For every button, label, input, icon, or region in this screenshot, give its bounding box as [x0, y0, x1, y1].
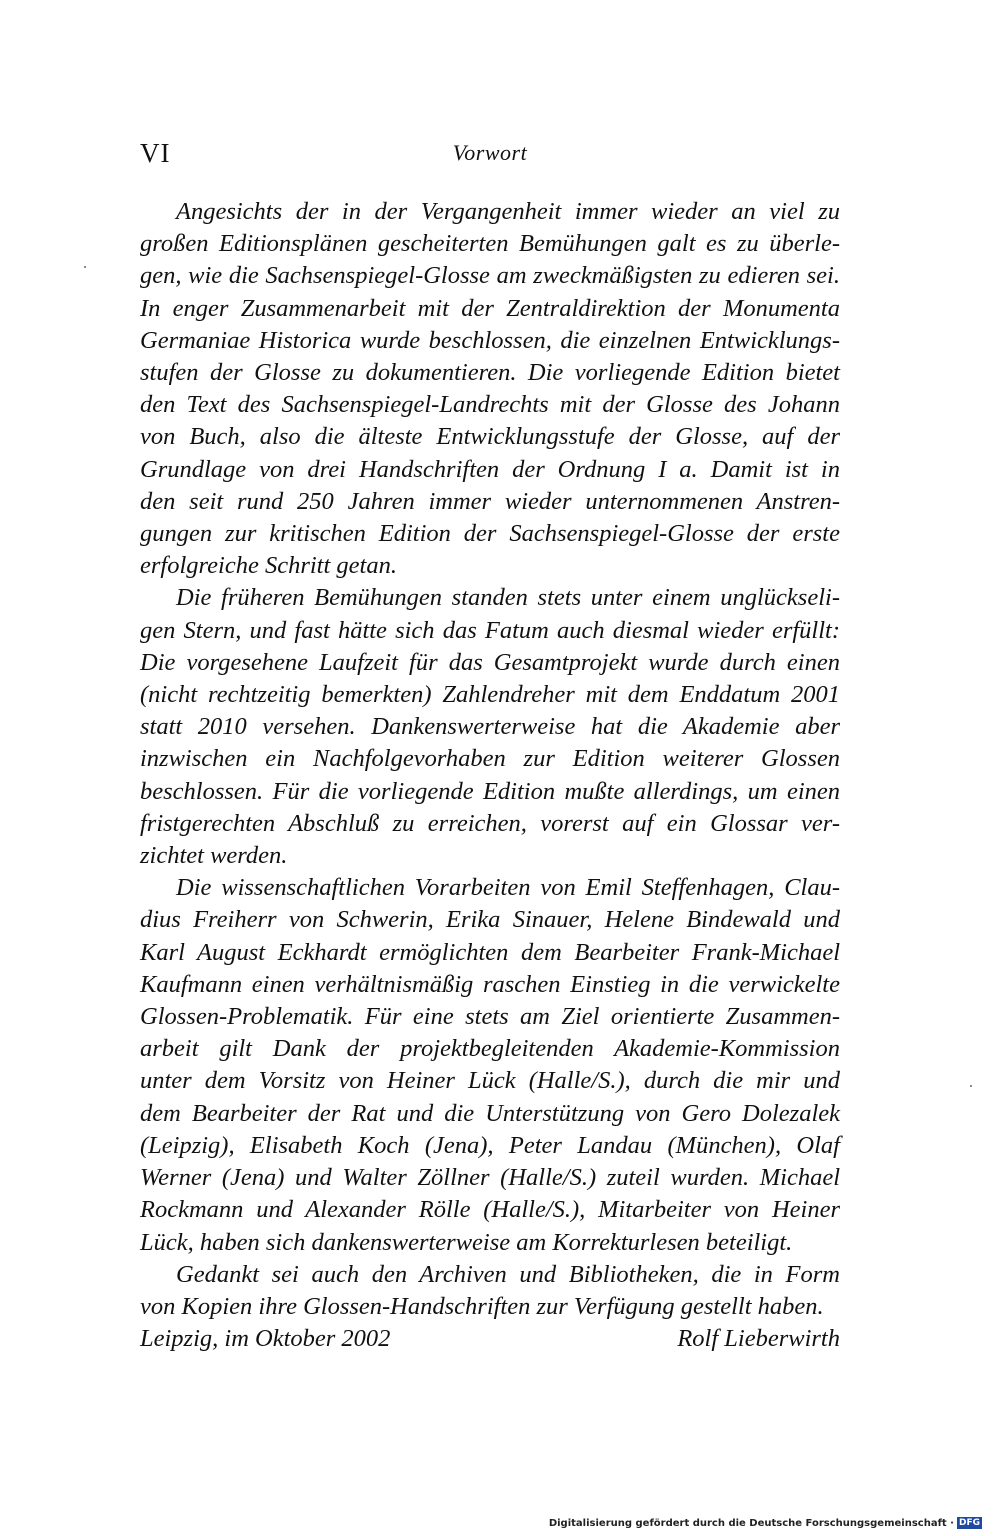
text-line: fristgerechten Abschluß zu erreichen, vorerst auf ein Glossar ver-	[140, 809, 840, 837]
text-line: zichtet werden.	[140, 842, 288, 870]
text-line: von Buch, also die älteste Entwicklungsstufe der Glosse, auf der	[140, 423, 840, 451]
text-line: (nicht rechtzeitig bemerkten) Zahlendreher mit dem Enddatum 2001	[140, 681, 840, 709]
paragraph	[140, 196, 840, 582]
text-line: von Kopien ihre Glossen-Handschriften zur Verfügung gestellt haben.	[140, 1292, 824, 1320]
text-line: Die vorgesehene Laufzeit für das Gesamtprojekt wurde durch einen	[140, 648, 840, 676]
text-line: Rockmann und Alexander Rölle (Halle/S.), Mitarbeiter von Heiner	[140, 1196, 840, 1224]
text-line: beschlossen. Für die vorliegende Edition mußte allerdings, um einen	[140, 777, 840, 805]
text-line: Angesichts der in der Vergangenheit immer wieder an viel zu	[176, 198, 840, 225]
text-line: statt 2010 versehen. Dankenswerterweise hat die Akademie aber	[140, 713, 840, 741]
text-line: Karl August Eckhardt ermöglichten dem Bearbeiter Frank-Michael	[140, 938, 840, 966]
text-line: den seit rund 250 Jahren immer wieder unternommenen Anstren-	[140, 487, 840, 515]
text-line: Glossen-Problematik. Für eine stets am Ziel orientierte Zusammen-	[140, 1003, 840, 1031]
page-number: VI	[140, 138, 171, 168]
text-line: (Leipzig), Elisabeth Koch (Jena), Peter Landau (München), Olaf	[140, 1131, 840, 1159]
paragraph	[140, 582, 840, 872]
text-line: Grundlage von drei Handschriften der Ordnung I a. Damit ist in	[140, 455, 840, 483]
place-date: Leipzig, im Oktober 2002	[140, 1325, 391, 1352]
paragraph	[140, 872, 840, 1258]
dfg-logo: DFG	[958, 1518, 980, 1528]
text-line: arbeit gilt Dank der projektbegleitenden Akademie-Kommission	[140, 1035, 840, 1063]
text-line: In enger Zusammenarbeit mit der Zentraldirektion der Monumenta	[140, 294, 840, 322]
text-line: Gedankt sei auch den Archiven und Bibliotheken, die in Form	[176, 1260, 840, 1288]
text-line: dem Bearbeiter der Rat und die Unterstützung von Gero Dolezalek	[140, 1099, 840, 1127]
text-line: großen Editionsplänen gescheiterten Bemühungen galt es zu überle-	[140, 230, 840, 258]
text-line: Kaufmann einen verhältnismäßig raschen Einstieg in die verwickelte	[140, 970, 840, 998]
paragraph	[140, 1259, 840, 1323]
running-head: Vorwort	[452, 140, 528, 165]
text-line: stufen der Glosse zu dokumentieren. Die vorliegende Edition bietet	[140, 359, 840, 387]
text-line: erfolgreiche Schritt getan.	[140, 552, 397, 580]
scan-speck	[84, 266, 86, 268]
scan-speck	[970, 1085, 972, 1087]
text-line: unter dem Vorsitz von Heiner Lück (Halle/S.), durch die mir und	[140, 1067, 840, 1095]
funding-note: Digitalisierung gefördert durch die Deutsche Forschungsgemeinschaft ·	[548, 1517, 954, 1529]
text-line: gen, wie die Sachsenspiegel-Glosse am zweckmäßigsten zu edieren sei.	[140, 262, 840, 290]
closing-line	[140, 1325, 840, 1353]
text-line: den Text des Sachsenspiegel-Landrechts mit der Glosse des Johann	[140, 391, 840, 419]
text-line: Werner (Jena) und Walter Zöllner (Halle/S.) zuteil wurden. Michael	[140, 1164, 840, 1192]
text-line: Germaniae Historica wurde beschlossen, die einzelnen Entwicklungs-	[140, 326, 840, 354]
text-line: Die früheren Bemühungen standen stets unter einem unglückseli-	[176, 584, 840, 612]
body-text	[140, 196, 840, 1323]
text-line: inzwischen ein Nachfolgevorhaben zur Edition weiterer Glossen	[140, 745, 840, 773]
author-signature: Rolf Lieberwirth	[677, 1325, 840, 1352]
text-line: Die wissenschaftlichen Vorarbeiten von Emil Steffenhagen, Clau-	[176, 874, 840, 902]
text-line: gen Stern, und fast hätte sich das Fatum auch diesmal wieder erfüllt:	[140, 616, 840, 644]
text-line: gungen zur kritischen Edition der Sachsenspiegel-Glosse der erste	[140, 520, 840, 548]
text-line: Lück, haben sich dankenswerterweise am Korrekturlesen beteiligt.	[140, 1228, 793, 1256]
text-line: dius Freiherr von Schwerin, Erika Sinauer, Helene Bindewald und	[140, 906, 840, 934]
funding-footer	[549, 1517, 982, 1529]
